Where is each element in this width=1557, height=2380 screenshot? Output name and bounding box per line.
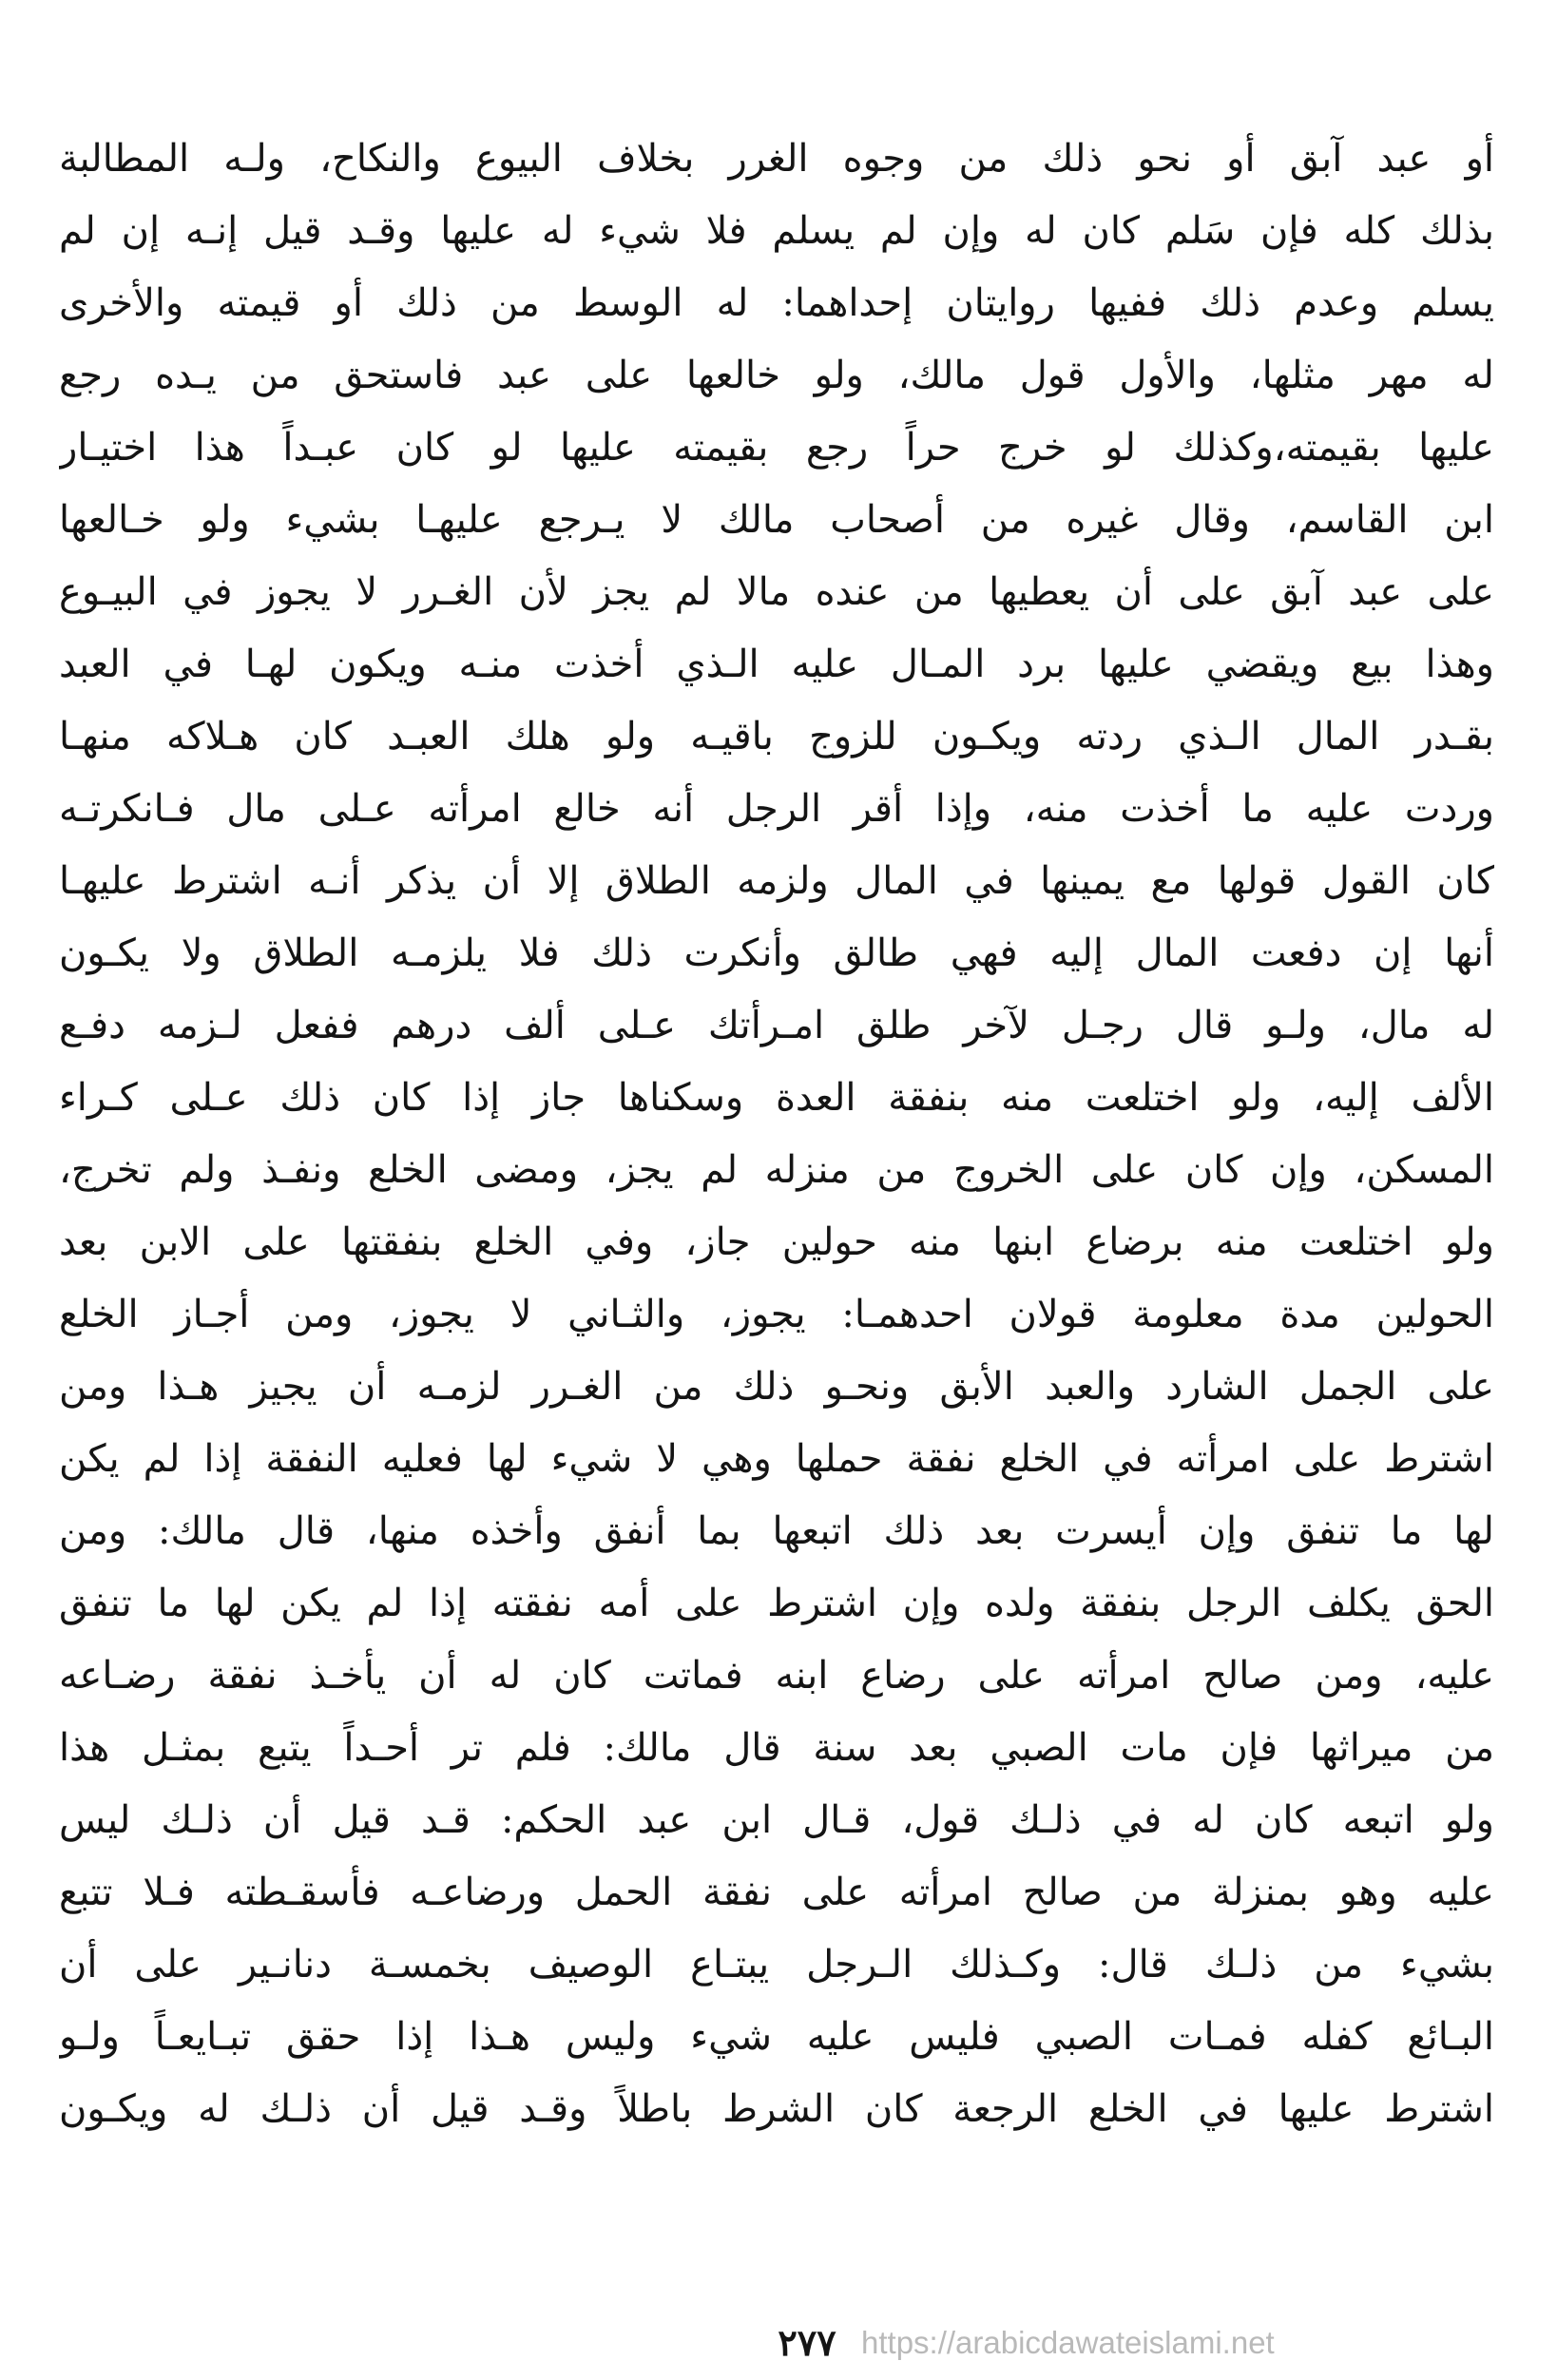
text-line: الحق يكلف الرجل بنفقة ولده وإن اشترط على أمه نفقته إذا لم يكن لها ما تنفق <box>59 1582 1494 1625</box>
text-line: ولو اختلعت منه برضاع ابنها منه حولين جاز، وفي الخلع بنفقتها على الابن بعد <box>59 1220 1494 1264</box>
text-line: بقـدر المال الـذي ردته ويكـون للزوج باقيـه ولو هلك العبـد كان هـلاكه منهـا <box>59 715 1494 758</box>
text-line: من ميراثها فإن مات الصبي بعد سنة قال مالك: فلم تر أحـداً يتبع بمثـل هذا <box>59 1726 1494 1770</box>
text-line: كان القول قولها مع يمينها في المال ولزمه الطلاق إلا أن يذكر أنـه اشترط عليهـا <box>59 859 1494 903</box>
text-line: بشيء من ذلـك قال: وكـذلك الـرجل يبتـاع الوصيف بخمسـة دنانـير على أن <box>59 1943 1494 1987</box>
text-line: اشترط عليها في الخلع الرجعة كان الشرط باطلاً وقـد قيل أن ذلـك له ويكـون <box>59 2087 1494 2131</box>
text-line: وردت عليه ما أخذت منه، وإذا أقر الرجل أنه خالع امرأته عـلى مال فـانكرتـه <box>59 787 1494 831</box>
text-block <box>59 123 1494 2145</box>
text-line: عليه، ومن صالح امرأته على رضاع ابنه فماتت كان له أن يأخـذ نفقة رضـاعه <box>59 1654 1494 1698</box>
page-footer <box>0 2319 1557 2367</box>
watermark-url: https://arabicdawateislami.net <box>861 2325 1275 2360</box>
text-line: على الجمل الشارد والعبد الأبق ونحـو ذلك من الغـرر لزمـه أن يجيز هـذا ومن <box>59 1365 1494 1409</box>
text-line: وهذا بيع ويقضي عليها برد المـال عليه الـذي أخذت منـه ويكون لهـا في العبد <box>59 643 1494 686</box>
text-line: الألف إليه، ولو اختلعت منه بنفقة العدة وسكناها جاز إذا كان ذلك عـلى كـراء <box>59 1076 1494 1120</box>
text-line: على عبد آبق على أن يعطيها من عنده مالا لم يجز لأن الغـرر لا يجوز في البيـوع <box>59 570 1494 614</box>
text-line: يسلم وعدم ذلك ففيها روايتان إحداهما: له الوسط من ذلك أو قيمته والأخرى <box>59 281 1494 325</box>
text-line: أنها إن دفعت المال إليه فهي طالق وأنكرت ذلك فلا يلزمـه الطلاق ولا يكـون <box>59 931 1494 975</box>
text-line: عليها بقيمته،وكذلك لو خرج حراً رجع بقيمته عليها لو كان عبـداً هذا اختيـار <box>59 426 1494 470</box>
text-line: عليه وهو بمنزلة من صالح امرأته على نفقة الحمل ورضاعـه فأسقـطته فـلا تتبع <box>59 1871 1494 1914</box>
text-line: البـائع كفله فمـات الصبي فليس عليه شيء وليس هـذا إذا حقق تبـايعـاً ولـو <box>59 2015 1494 2059</box>
text-line: له مال، ولـو قال رجـل لآخر طلق امـرأتك عـلى ألف درهم ففعل لـزمه دفـع <box>59 1004 1494 1047</box>
page-number: ٢٧٧ <box>778 2321 836 2364</box>
text-line: ابن القاسم، وقال غيره من أصحاب مالك لا يـرجع عليهـا بشيء ولو خـالعها <box>59 498 1494 542</box>
text-line: الحولين مدة معلومة قولان احدهمـا: يجوز، والثـاني لا يجوز، ومن أجـاز الخلع <box>59 1293 1494 1336</box>
text-line: المسكن، وإن كان على الخروج من منزله لم يجز، ومضى الخلع ونفـذ ولم تخرج، <box>59 1148 1494 1192</box>
text-line: بذلك كله فإن سَلم كان له وإن لم يسلم فلا شيء له عليها وقـد قيل إنـه إن لم <box>59 209 1494 253</box>
text-line: له مهر مثلها، والأول قول مالك، ولو خالعها على عبد فاستحق من يـده رجع <box>59 354 1494 397</box>
text-line: ولو اتبعه كان له في ذلـك قول، قـال ابن عبد الحكم: قـد قيل أن ذلـك ليس <box>59 1798 1494 1842</box>
text-line: لها ما تنفق وإن أيسرت بعد ذلك اتبعها بما أنفق وأخذه منها، قال مالك: ومن <box>59 1509 1494 1553</box>
text-line: أو عبد آبق أو نحو ذلك من وجوه الغرر بخلاف البيوع والنكاح، ولـه المطالبة <box>59 137 1494 181</box>
text-line: اشترط على امرأته في الخلع نفقة حملها وهي لا شيء لها فعليه النفقة إذا لم يكن <box>59 1437 1494 1481</box>
